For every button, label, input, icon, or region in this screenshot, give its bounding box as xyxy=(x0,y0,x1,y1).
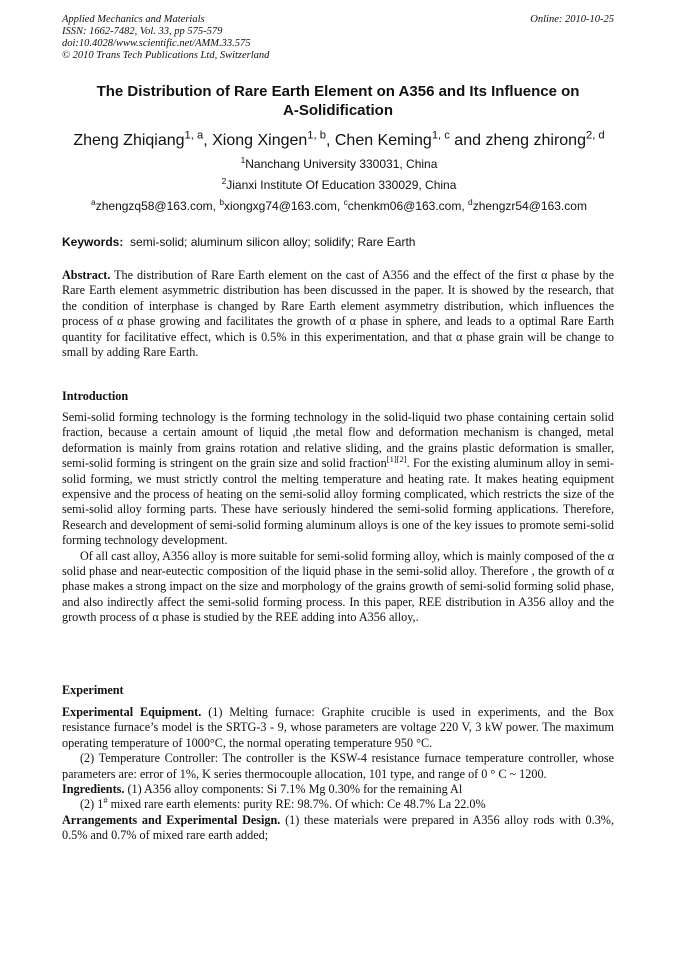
journal-name: Applied Mechanics and Materials xyxy=(62,14,205,25)
paper-title xyxy=(62,82,614,120)
paper-title-line-2: A-Solidification xyxy=(283,102,393,119)
ingredients-label: Ingredients. xyxy=(62,782,125,797)
email-text: chenkm06@163.com, xyxy=(347,199,469,213)
author-affiliation-marker: 2, d xyxy=(585,129,605,142)
author-separator: , xyxy=(203,132,213,149)
journal-info xyxy=(62,14,269,62)
paragraph-text: . For the existing aluminum alloy in semi-solid forming, we must strictly control the melting temperature and heating rate. It makes heating equipment expensive and the process of heating on the semi-solid alloy forming complicated, which restricts the size of the semi-solid alloy forming parts. These have seriously hindered the semi-solid forming applications. Therefore, Research and development of semi-solid forming aluminum alloys is one of the key issues to promote semi-solid forming technology development. xyxy=(62,456,614,548)
author-name: zheng zhirong xyxy=(485,132,586,149)
abstract-text: The distribution of Rare Earth element on the cast of A356 and the effect of the first α phase by the Rare Earth element asymmetric distribution has been discussed in the paper. It is showed by the research, that the condition of interphase is changed by Rare Earth element asymmetry distribution, which influences the process of α phase growing and facilitates the growth of α phase in sphere, and leads to a optimal Rare Earth quantity for facilitative effect, which is 0.5% in this experimentation, and that α phase grain will be change to small by adding Rare Earth. xyxy=(62,268,614,360)
affiliation-marker: 2 xyxy=(221,176,227,186)
author-name: Chen Keming xyxy=(334,132,432,149)
email-text: zhengzr54@163.com xyxy=(472,199,587,213)
paper-title-line-1: The Distribution of Rare Earth Element on A356 and Its Influence on xyxy=(96,83,580,100)
affiliation-marker: 1 xyxy=(240,155,246,165)
paragraph-text: mixed rare earth elements: purity RE: 98.7%. Of which: Ce 48.7% La 22.0% xyxy=(107,797,486,812)
superscript-marker: # xyxy=(103,795,108,806)
affiliation-2 xyxy=(40,178,638,193)
paragraph-text: (2) 1 xyxy=(80,797,104,812)
abstract-label: Abstract. xyxy=(62,268,111,282)
experiment-body xyxy=(62,705,614,844)
email-marker: d xyxy=(468,197,473,207)
email-marker: a xyxy=(91,197,96,207)
introduction-body xyxy=(62,410,614,626)
ingredients-paragraph-2 xyxy=(62,797,614,812)
email-marker: c xyxy=(343,197,348,207)
author-affiliation-marker: 1, b xyxy=(307,129,326,142)
abstract xyxy=(62,268,614,360)
journal-issn: ISSN: 1662-7482, Vol. 33, pp 575-579 xyxy=(62,26,223,37)
online-date: Online: 2010-10-25 xyxy=(530,14,614,25)
email-marker: b xyxy=(219,197,224,207)
ingredients-paragraph xyxy=(62,782,614,797)
author-separator: , xyxy=(325,132,335,149)
paragraph-text: (1) Melting furnace: Graphite crucible is used in experiments, and the Box resistance furnace’s model is the SRTG-3 - 9, whose parameters are voltage 220 V, 3 kW power. The maximum operating temperature of 1000°C, the normal operating temperature 950 °C. xyxy=(62,705,615,750)
keywords xyxy=(62,235,415,249)
keywords-label: Keywords: xyxy=(62,235,124,249)
author-affiliation-marker: 1, c xyxy=(431,129,450,142)
author-name: Zheng Zhiqiang xyxy=(73,132,185,149)
journal-doi: doi:10.4028/www.scientific.net/AMM.33.575 xyxy=(62,38,251,49)
equipment-label: Experimental Equipment. xyxy=(62,705,202,719)
keywords-text: semi-solid; aluminum silicon alloy; solidify; Rare Earth xyxy=(130,235,416,249)
introduction-paragraph-2: Of all cast alloy, A356 alloy is more suitable for semi-solid forming alloy, which is mainly composed of the α solid phase and near-eutectic composition of the liquid phase in the semi-solid alloy. Therefore , the growth of α phase makes a strong impact on the size and morphology of the grains growth of semi-solid forming solid phase, and also indirectly affect the semi-solid forming process. In this paper, REE distribution in A356 alloy and the growth process of α phase is studied by the REE adding into A356 alloy,. xyxy=(62,548,614,625)
email-text: xiongxg74@163.com, xyxy=(223,199,344,213)
journal-copyright: © 2010 Trans Tech Publications Ltd, Switzerland xyxy=(62,50,270,61)
author-list xyxy=(40,131,638,151)
equipment-paragraph xyxy=(62,705,614,751)
affiliation-1 xyxy=(40,157,638,172)
author-name: Xiong Xingen xyxy=(212,132,308,149)
author-emails xyxy=(40,199,638,214)
citation-ref: [1][2] xyxy=(386,454,407,465)
introduction-heading: Introduction xyxy=(62,389,129,403)
introduction-paragraph-1 xyxy=(62,410,614,549)
temperature-paragraph: (2) Temperature Controller: The controller is the KSW-4 resistance furnace temperature controller, whose parameters are: error of 1%, K series thermocouple allocation, 101 type, and range of 0 ° C ~ 1200. xyxy=(62,751,614,781)
arrangements-paragraph xyxy=(62,813,614,844)
affiliation-text: Jianxi Institute Of Education 330029, China xyxy=(226,178,457,192)
email-text: zhengzq58@163.com, xyxy=(95,199,220,213)
paragraph-text: (1) these materials were prepared in A356 alloy rods with 0.3%, 0.5% and 0.7% of mixed rare earth added; xyxy=(62,812,614,843)
paragraph-text: Semi-solid forming technology is the forming technology in the solid-liquid two phase containing certain solid fraction, because a certain amount of liquid ,the metal flow and deformation mechanism is changed, metal deformation is mainly from grains rotation and relative sliding, and the grains plastic deformation is smaller, semi-solid forming is stringent on the grain size and solid fraction xyxy=(62,410,614,471)
affiliation-text: Nanchang University 330031, China xyxy=(245,157,438,171)
author-affiliation-marker: 1, a xyxy=(184,129,204,142)
arrangements-label: Arrangements and Experimental Design. xyxy=(62,812,281,827)
author-separator: and xyxy=(449,132,486,149)
paragraph-text: (1) A356 alloy components: Si 7.1% Mg 0.30% for the remaining Al xyxy=(127,782,463,797)
experiment-heading: Experiment xyxy=(62,683,124,697)
